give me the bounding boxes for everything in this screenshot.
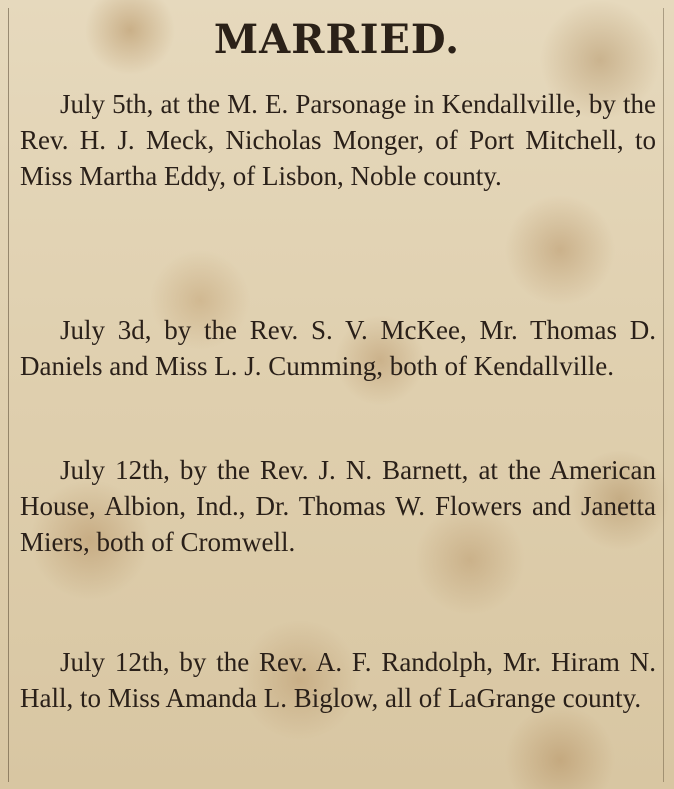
marriage-notice: July 12th, by the Rev. J. N. Barnett, at the American House, Albion, Ind., Dr. Thomas W. Flowers and Janetta Miers, both of Cromwell. [20, 455, 656, 557]
marriage-notice: July 3d, by the Rev. S. V. McKee, Mr. Thomas D. Daniels and Miss L. J. Cumming, both of Kendallville. [20, 315, 656, 381]
section-heading: MARRIED. [213, 16, 461, 63]
marriage-notice: July 12th, by the Rev. A. F. Randolph, Mr. Hiram N. Hall, to Miss Amanda L. Biglow, all of LaGrange county. [20, 647, 656, 713]
marriage-notice: July 5th, at the M. E. Parsonage in Kendallville, by the Rev. H. J. Meck, Nicholas Monger, of Port Mitchell, to Miss Martha Eddy, of Lisbon, Noble county. [20, 89, 656, 191]
